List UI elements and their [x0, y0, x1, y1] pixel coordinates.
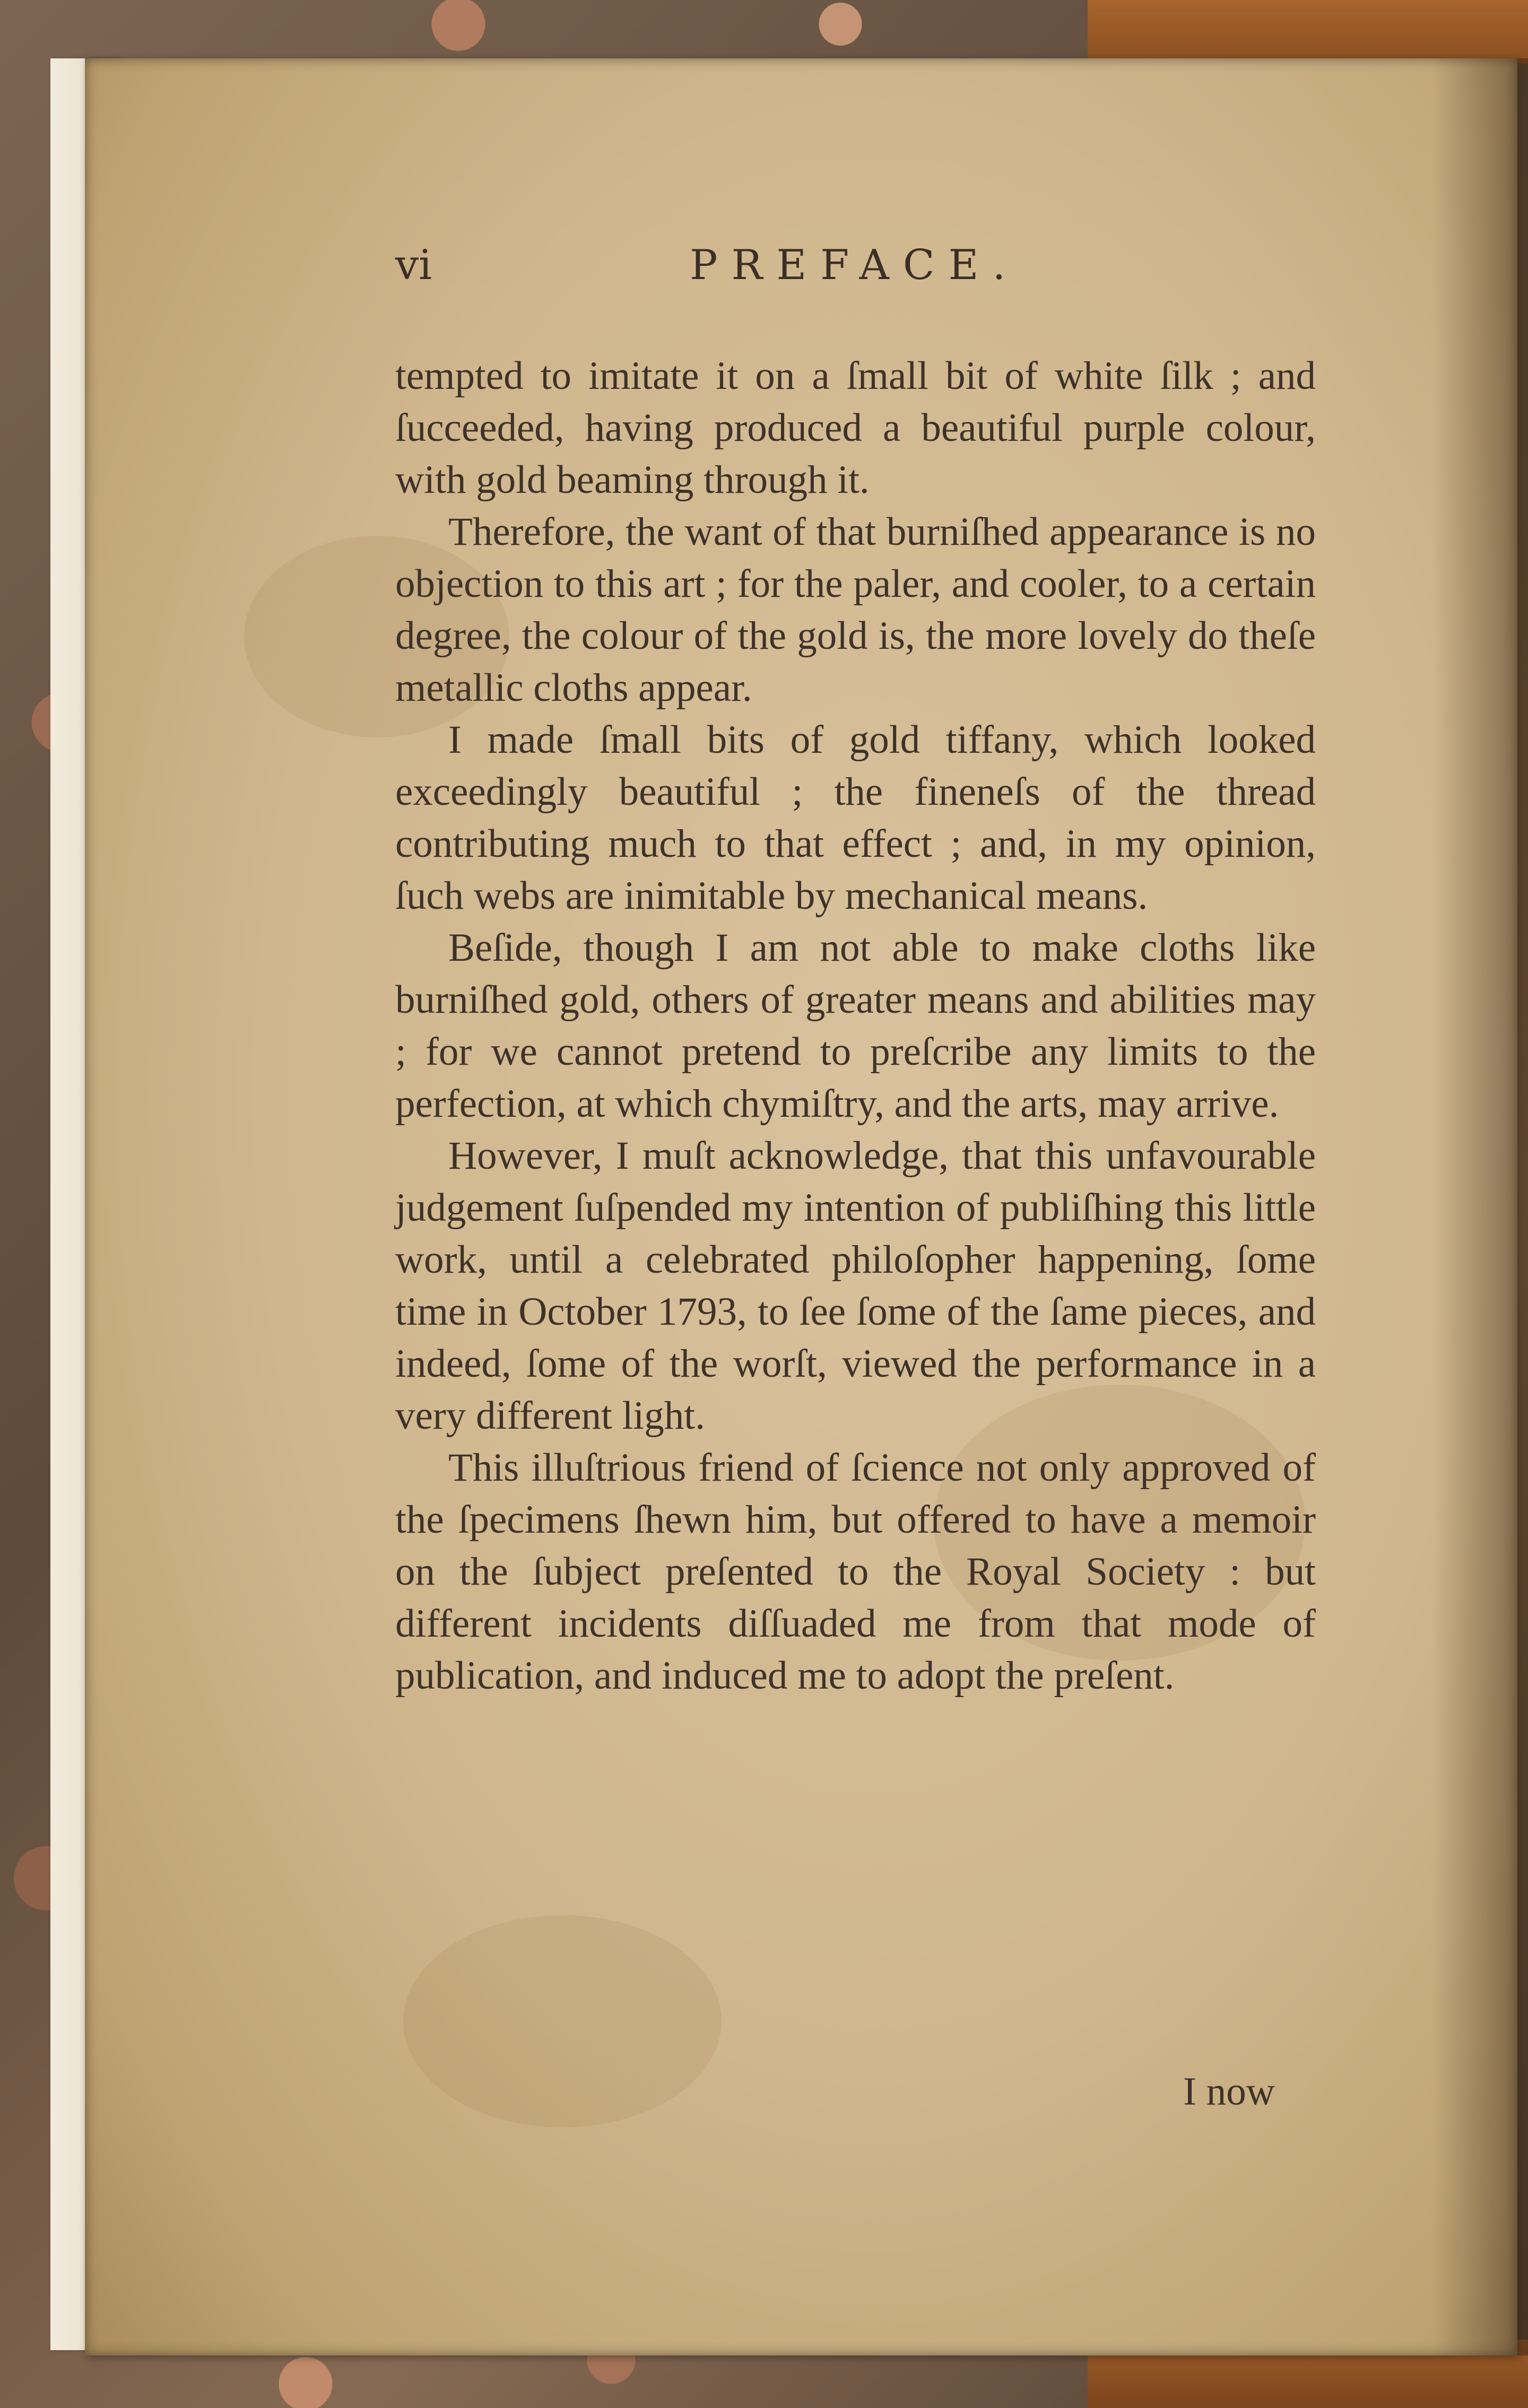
paragraph: tempted to imitate it on a ſmall bit of white ſilk ; and ſucceeded, having produced a beautiful purple colour, with gold beaming through it.: [395, 354, 1316, 502]
paragraph: I made ſmall bits of gold tiffany, which looked exceedingly beautiful ; the fineneſs of the thread contributing much to that effect ; and, in my opinion, ſuch webs are inimitable by mechanical means.: [395, 718, 1316, 918]
body-text: [395, 350, 1316, 1702]
catchword: I now: [1183, 2070, 1275, 2114]
paper-stain: [403, 1915, 722, 2127]
leather-spine-top: [1088, 0, 1528, 64]
gutter-shadow: [1432, 58, 1528, 2355]
paragraph: Beſide, though I am not able to make cloths like burniſhed gold, others of greater means and abilities may ; for we cannot pretend to preſcribe any limits to the perfection, at which chymiſtry, and the arts, may arrive.: [395, 926, 1316, 1126]
paragraph: Therefore, the want of that burniſhed appearance is no objection to this art ; for the paler, and cooler, to a certain degree, the colour of the gold is, the more lovely do theſe metallic cloths appear.: [395, 510, 1316, 710]
page-number: vi: [395, 241, 432, 289]
paragraph: However, I muſt acknowledge, that this unfavourable judgement ſuſpended my intention of publiſhing this little work, until a celebrated philoſopher happening, ſome time in October 1793, to ſee ſome of the ſame pieces, and indeed, ſome of the worſt, viewed the performance in a very different light.: [395, 1134, 1316, 1438]
paragraph: This illuſtrious friend of ſcience not only approved of the ſpecimens ſhewn him, but offered to have a memoir on the ſubject preſented to the Royal Society : but different incidents diſſuaded me from that mode of publication, and induced me to adopt the preſent.: [395, 1446, 1316, 1698]
running-head-title: PREFACE.: [690, 241, 1020, 289]
